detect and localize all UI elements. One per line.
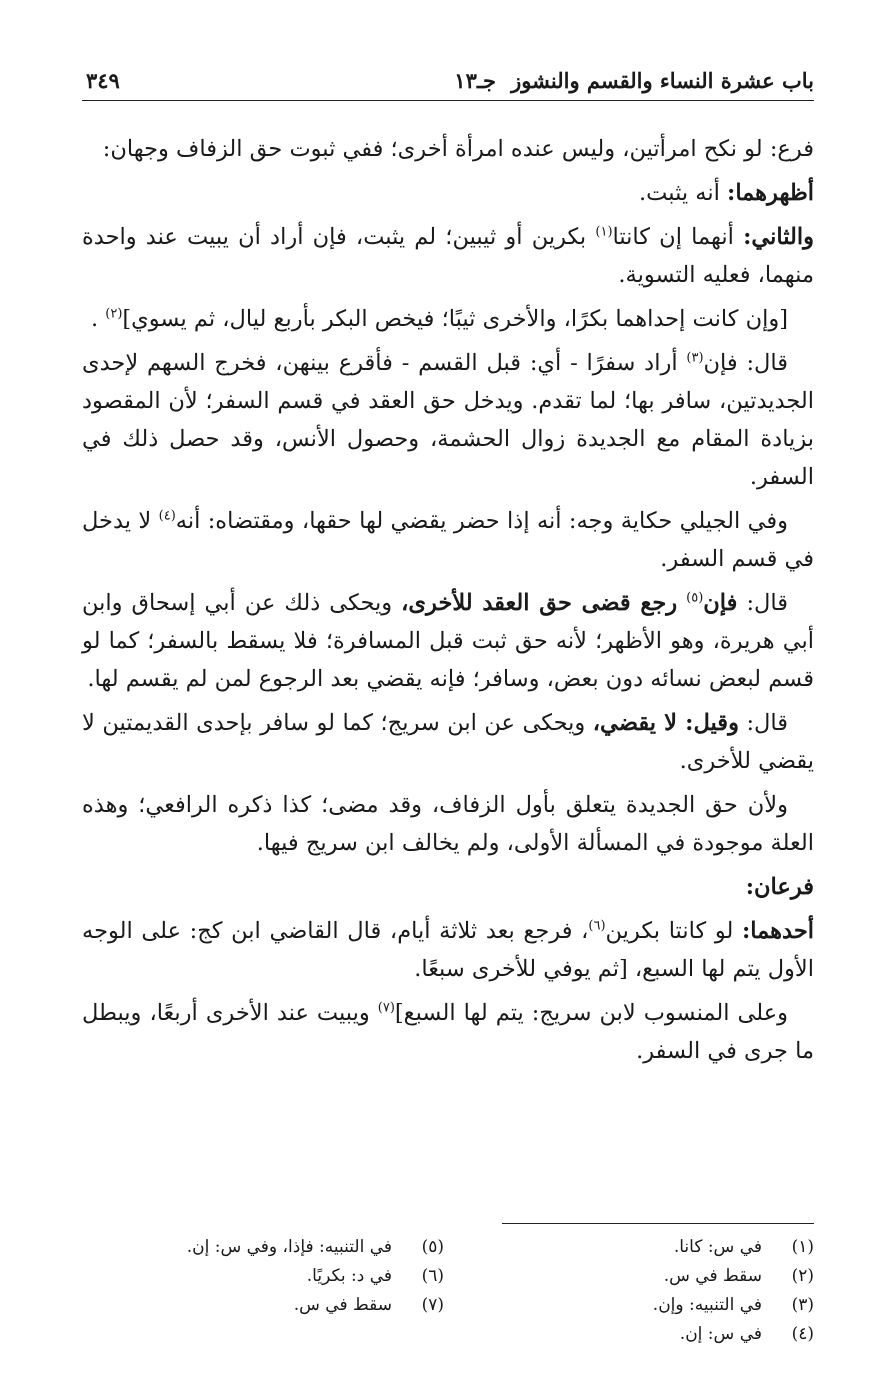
paragraph-text: أنه يثبت. xyxy=(639,180,720,206)
paragraph-lead: وقيل: لا يقضي، xyxy=(592,710,739,736)
paragraph xyxy=(82,174,814,212)
footnote xyxy=(104,1262,444,1291)
footnote-divider xyxy=(502,1223,814,1224)
paragraph-text: ولأن حق الجديدة يتعلق بأول الزفاف، وقد مضى؛ كذا ذكره الرافعي؛ وهذه العلة موجودة في المسألة الأولى، ولم يخالف ابن سريج فيها. xyxy=(82,792,814,856)
footnote-ref[interactable]: (٢) xyxy=(105,306,123,322)
paragraph-text: لو كانتا بكرين xyxy=(605,918,734,944)
footnote xyxy=(474,1262,814,1291)
paragraph-bold-text: رجع قضى حق العقد للأخرى، xyxy=(401,590,678,616)
paragraph-text: لو نكح امرأتين، وليس عنده امرأة أخرى؛ ففي ثبوت حق الزفاف وجهان: xyxy=(102,136,763,162)
footnote-ref[interactable]: (١) xyxy=(595,224,613,240)
footnote-text: في س: إن. xyxy=(679,1324,762,1344)
footnote-ref[interactable]: (٤) xyxy=(158,508,176,524)
paragraph xyxy=(82,344,814,496)
paragraph-lead: أحدهما: xyxy=(742,918,815,944)
footnote xyxy=(474,1320,814,1349)
paragraph-text: وفي الجيلي حكاية وجه: أنه إذا حضر يقضي لها حقها، ومقتضاه: أنه xyxy=(175,508,788,534)
paragraph xyxy=(82,994,814,1070)
paragraph xyxy=(82,868,814,906)
paragraph-text: قال: xyxy=(746,590,789,616)
page-number: ٣٤٩ xyxy=(86,68,120,93)
footnote-ref[interactable]: (٦) xyxy=(588,918,606,934)
section-heading: فرعان: xyxy=(745,874,814,900)
footnote-ref[interactable]: (٧) xyxy=(377,1000,395,1016)
paragraph xyxy=(82,300,814,338)
footnotes-column-right xyxy=(474,1233,814,1349)
footnote-number: (٣) xyxy=(791,1295,814,1315)
footnote-number: (١) xyxy=(791,1237,814,1257)
footnote-number: (٢) xyxy=(791,1266,814,1286)
paragraph xyxy=(82,912,814,988)
paragraph-lead: فإن xyxy=(703,590,738,616)
book-page xyxy=(82,60,815,1344)
paragraph-lead: فرع: xyxy=(769,136,814,162)
volume-label: جـ١٣ xyxy=(454,68,496,93)
paragraph xyxy=(82,130,814,168)
paragraph-text: قال: فإن xyxy=(703,350,789,376)
footnotes-column-left xyxy=(104,1233,444,1320)
paragraph-lead: أظهرهما: xyxy=(727,180,814,206)
paragraph xyxy=(82,704,814,780)
footnote xyxy=(104,1233,444,1262)
paragraph xyxy=(82,584,814,698)
paragraph-text: أراد سفرًا - أي: قبل القسم - فأقرع بينهن، فخرج السهم لإحدى الجديدتين، سافر بها؛ لما تقدم. ويدخل حق العقد في قسم السفر؛ لأن المقصود بزيادة المقام مع الجديدة زوال الحشمة، وحصول الأنس، وقد حصل ذلك في السفر. xyxy=(82,350,814,490)
paragraph-text: أنهما إن كانتا xyxy=(612,224,734,250)
paragraph-text: . xyxy=(90,306,99,332)
footnote xyxy=(474,1291,814,1320)
footnote-text: في التنبيه: وإن. xyxy=(652,1295,762,1315)
footnote-text: في س: كانا. xyxy=(673,1237,762,1257)
footnote-text: سقط في س. xyxy=(663,1266,762,1286)
footnote-text: سقط في س. xyxy=(293,1295,392,1315)
paragraph-text: بكرين أو ثيبين؛ لم يثبت، فإن أراد أن يبيت عند واحدة منهما، فعليه التسوية. xyxy=(82,224,814,288)
main-text xyxy=(82,130,814,1076)
footnote-text: في د: بكريًا. xyxy=(306,1266,392,1286)
footnote xyxy=(104,1291,444,1320)
paragraph-text: ، فرجع بعد ثلاثة أيام، قال القاضي ابن كج: على الوجه الأول يتم لها السبع، [ثم يوفي للأخرى سبعًا. xyxy=(82,918,814,982)
footnote-text: في التنبيه: فإذا، وفي س: إن. xyxy=(186,1237,392,1257)
paragraph xyxy=(82,218,814,294)
footnote-number: (٥) xyxy=(421,1237,444,1257)
footnote-ref[interactable]: (٣) xyxy=(686,350,704,366)
footnote-number: (٦) xyxy=(421,1266,444,1286)
paragraph xyxy=(82,502,814,578)
paragraph xyxy=(82,786,814,862)
chapter-title: باب عشرة النساء والقسم والنشوز xyxy=(511,68,814,93)
paragraph-text: لا يدخل في قسم السفر. xyxy=(82,508,814,572)
paragraph-text: قال: xyxy=(746,710,788,736)
page-header xyxy=(82,60,814,101)
paragraph-text: ويبيت عند الأخرى أربعًا، ويبطل ما جرى في السفر. xyxy=(82,1000,814,1064)
footnote-ref[interactable]: (٥) xyxy=(686,590,704,606)
paragraph-text: [وإن كانت إحداهما بكرًا، والأخرى ثيبًا؛ فيخص البكر بأربع ليال، ثم يسوي] xyxy=(122,306,788,332)
footnote xyxy=(474,1233,814,1262)
paragraph-lead: والثاني: xyxy=(743,224,815,250)
footnote-number: (٧) xyxy=(421,1295,444,1315)
paragraph-text: ويحكى ذلك عن أبي إسحاق وابن أبي هريرة، وهو الأظهر؛ لأنه حق ثبت قبل المسافرة؛ فلا يسقط بالسفر؛ كما لو قسم لبعض نسائه دون بعض، وسافر؛ فإنه يقضي بعد الرجوع لمن لم يقسم لها. xyxy=(82,590,814,692)
footnote-number: (٤) xyxy=(791,1324,814,1344)
paragraph-text: ويحكى عن ابن سريج؛ كما لو سافر بإحدى القديمتين لا يقضي للأخرى. xyxy=(82,710,814,774)
paragraph-text: وعلى المنسوب لابن سريج: يتم لها السبع] xyxy=(394,1000,789,1026)
